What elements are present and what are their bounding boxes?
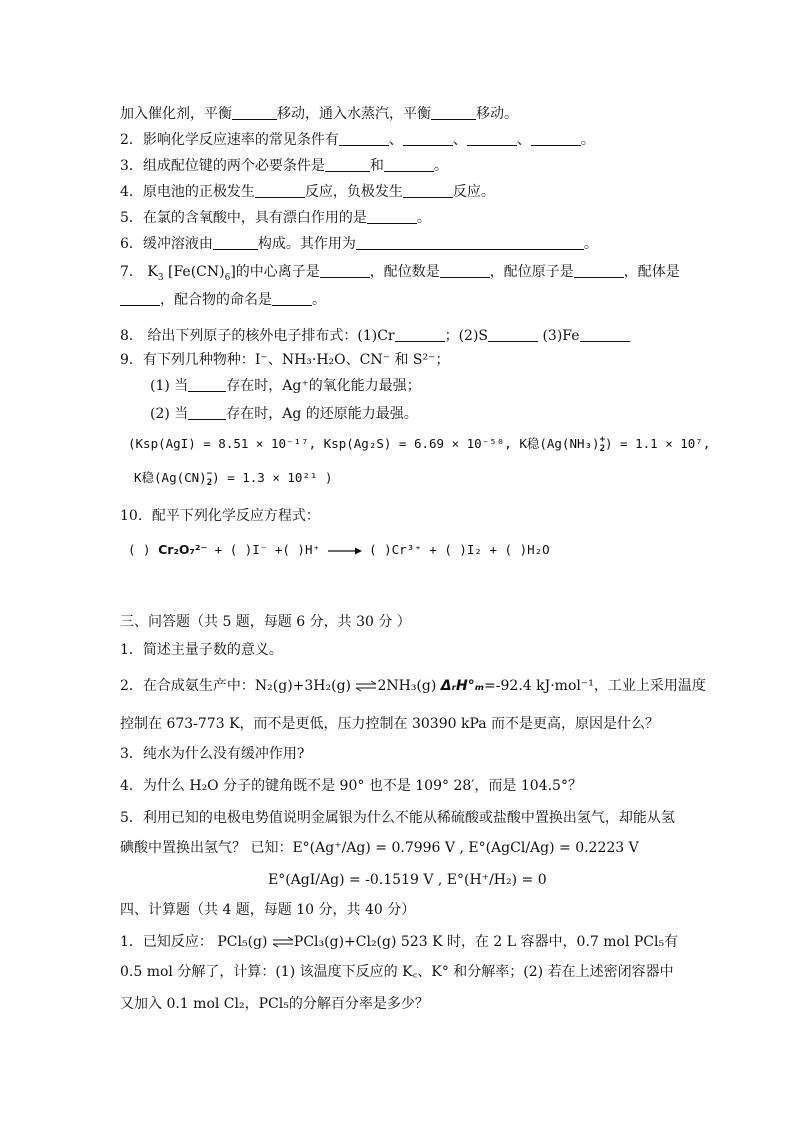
frac-bottom: 2 — [206, 477, 213, 488]
answer-blank[interactable] — [431, 105, 476, 120]
answer-blank[interactable] — [339, 131, 389, 146]
text: =-92.4 kJ·mol⁻¹，工业上采用温度 — [484, 678, 706, 694]
question-text: 6．缓冲溶液由 — [120, 236, 213, 252]
answer-blank[interactable] — [356, 235, 584, 250]
question-text: 4．原电池的正极发生 — [120, 184, 255, 200]
text: 。 — [433, 158, 448, 174]
text: ]的中心离子是 — [230, 264, 320, 280]
answer-blank[interactable] — [384, 157, 434, 172]
text: ，配位原子是 — [489, 264, 574, 280]
answer-blank[interactable] — [188, 405, 226, 420]
text: 移动，通入水蒸汽，平衡 — [277, 106, 431, 122]
question-text: 2．影响化学反应速率的常见条件有 — [120, 132, 339, 148]
s3-question-2 — [120, 676, 706, 696]
text: 。 — [583, 236, 598, 252]
question-7-line-1 — [120, 262, 680, 282]
equilibrium-arrow-icon — [355, 680, 377, 692]
text: + ( )I⁻ +( )H⁺ — [214, 542, 320, 557]
question-text: 8． 给出下列原子的核外电子排布式：(1)Cr — [120, 328, 395, 344]
answer-blank[interactable] — [580, 327, 630, 342]
answer-blank[interactable] — [395, 327, 445, 342]
section-4-title — [120, 900, 415, 920]
text: 存在时，Ag⁺的氧化能力最强； — [226, 378, 421, 394]
question-9-part-1 — [150, 376, 421, 396]
text: ，配位数是 — [369, 264, 440, 280]
answer-blank[interactable] — [325, 157, 370, 172]
answer-blank[interactable] — [531, 131, 581, 146]
heading: 四、计算题（共 4 题，每题 10 分，共 40 分） — [120, 902, 416, 918]
text: 控制在 673-773 K，而不是更低，压力控制在 30390 kPa 而不是更高，原因是什么？ — [120, 716, 660, 732]
question-2 — [120, 130, 595, 150]
question-4 — [120, 182, 495, 202]
heading: 三、问答题（共 5 题，每题 6 分，共 30 分 ） — [120, 614, 411, 630]
text: 。 — [312, 292, 326, 308]
sep: 、 — [452, 132, 467, 148]
frac-bottom: 2 — [599, 443, 605, 454]
question-7-line-2 — [120, 290, 326, 310]
text: K稳(Ag(CN) — [134, 470, 207, 485]
answer-blank[interactable] — [440, 263, 490, 278]
text: 7． K — [120, 264, 158, 280]
text: 3．纯水为什么没有缓冲作用? — [120, 746, 305, 762]
s3-question-2-cont — [120, 714, 659, 734]
answer-blank[interactable] — [403, 183, 453, 198]
text: 反应。 — [452, 184, 495, 200]
question-10 — [120, 506, 320, 526]
question-9-part-2 — [150, 404, 418, 424]
text: 移动。 — [476, 106, 518, 122]
s3-question-5-cont — [120, 838, 639, 858]
redox-equation — [128, 540, 550, 560]
subscript: 3 — [157, 272, 164, 283]
s4-question-1-cont2 — [120, 994, 429, 1014]
ksp-constants — [128, 434, 710, 454]
text: 1．已知反应： PCl₅(g) — [120, 934, 272, 950]
frac-top: + — [599, 434, 605, 445]
text: 存在时，Ag 的还原能力最强。 — [226, 406, 418, 422]
text: 和 — [369, 158, 384, 174]
s4-question-1-cont — [120, 962, 674, 982]
s3-question-5 — [120, 808, 675, 828]
s3-question-3 — [120, 744, 304, 764]
text: 0.5 mol 分解了，计算：(1) 该温度下反应的 K꜀、K° 和分解率；(2) 若在上述密闭容器中 — [120, 964, 674, 980]
s3-question-5-cont2 — [268, 870, 547, 890]
section-3-title — [120, 612, 411, 632]
answer-blank[interactable] — [574, 263, 624, 278]
text: 反应，负极发生 — [304, 184, 403, 200]
coef-blank: ( ) — [128, 542, 151, 557]
question-text: 10．配平下列化学反应方程式： — [120, 508, 320, 524]
answer-blank[interactable] — [320, 263, 370, 278]
end: 。 — [580, 132, 595, 148]
s3-question-1 — [120, 640, 283, 660]
fill-line-1 — [120, 104, 518, 124]
enthalpy-symbol: ΔᵣH°ₘ — [440, 678, 485, 694]
answer-blank[interactable] — [272, 291, 312, 306]
text: (2) 当 — [150, 406, 189, 422]
s3-question-4 — [120, 776, 582, 796]
text: ，配合物的命名是 — [160, 292, 272, 308]
answer-blank[interactable] — [488, 327, 538, 342]
text: (Ksp(AgI) = 8.51 × 10⁻¹⁷, Ksp(Ag₂S) = 6.69 × 10⁻⁵⁰, K稳(Ag(NH₃) — [128, 436, 600, 451]
answer-blank[interactable] — [467, 131, 517, 146]
text: 又加入 0.1 mol Cl₂，PCl₅的分解百分率是多少？ — [120, 996, 429, 1012]
kst-constant — [134, 468, 333, 488]
text: 。 — [416, 210, 431, 226]
text: 加入催化剂，平衡 — [120, 106, 232, 122]
answer-blank[interactable] — [367, 209, 417, 224]
question-8 — [120, 326, 630, 346]
question-text: 5．在氯的含氧酸中，具有漂白作用的是 — [120, 210, 367, 226]
text: 5．利用已知的电极电势值说明金属银为什么不能从稀硫酸或盐酸中置换出氢气，却能从氢 — [120, 810, 675, 826]
text: 碘酸中置换出氢气？ 已知：E°(Ag⁺/Ag) = 0.7996 V , E°(AgCl/Ag) = 0.2223 V — [120, 840, 639, 856]
text: ，配体是 — [623, 264, 680, 280]
answer-blank[interactable] — [403, 131, 453, 146]
sep: 、 — [516, 132, 531, 148]
answer-blank[interactable] — [213, 235, 258, 250]
text: 2NH₃(g) — [377, 678, 441, 694]
s4-question-1 — [120, 932, 678, 952]
subscript: 6 — [224, 272, 231, 283]
answer-blank[interactable] — [188, 377, 226, 392]
equilibrium-arrow-icon — [272, 936, 294, 948]
reaction-arrow-icon — [328, 546, 362, 556]
text: ( )Cr³⁺ + ( )I₂ + ( )H₂O — [369, 542, 550, 557]
text: ；(2)S — [444, 328, 489, 344]
text: 1．简述主量子数的意义。 — [120, 642, 283, 658]
answer-blank[interactable] — [232, 105, 277, 120]
question-text: 9．有下列几种物种：I⁻、NH₃·H₂O、CN⁻ 和 S²⁻； — [120, 352, 450, 368]
question-9 — [120, 350, 450, 370]
text: (1) 当 — [150, 378, 189, 394]
text: 4．为什么 H₂O 分子的键角既不是 90° 也不是 109° 28′，而是 104.5°？ — [120, 778, 582, 794]
text: E°(AgI/Ag) = -0.1519 V , E°(H⁺/H₂) = 0 — [268, 872, 547, 888]
answer-blank[interactable] — [120, 291, 160, 306]
answer-blank[interactable] — [255, 183, 305, 198]
text: (3)Fe — [538, 328, 580, 344]
question-3 — [120, 156, 448, 176]
frac-top: − — [206, 468, 213, 479]
question-text: 3．组成配位键的两个必要条件是 — [120, 158, 325, 174]
question-6 — [120, 234, 598, 254]
text: ) = 1.3 × 10²¹ ) — [212, 470, 333, 485]
text: ) = 1.1 × 10⁷, — [605, 436, 711, 451]
text: 2．在合成氨生产中：N₂(g)+3H₂(g) — [120, 678, 356, 694]
text: [Fe(CN) — [163, 264, 225, 280]
sep: 、 — [388, 132, 403, 148]
text: 构成。其作用为 — [257, 236, 356, 252]
text: PCl₃(g)+Cl₂(g) 523 K 时，在 2 L 容器中，0.7 mol PCl₅有 — [293, 934, 679, 950]
question-5 — [120, 208, 431, 228]
dichromate: Cr₂O₇²⁻ — [158, 542, 208, 557]
